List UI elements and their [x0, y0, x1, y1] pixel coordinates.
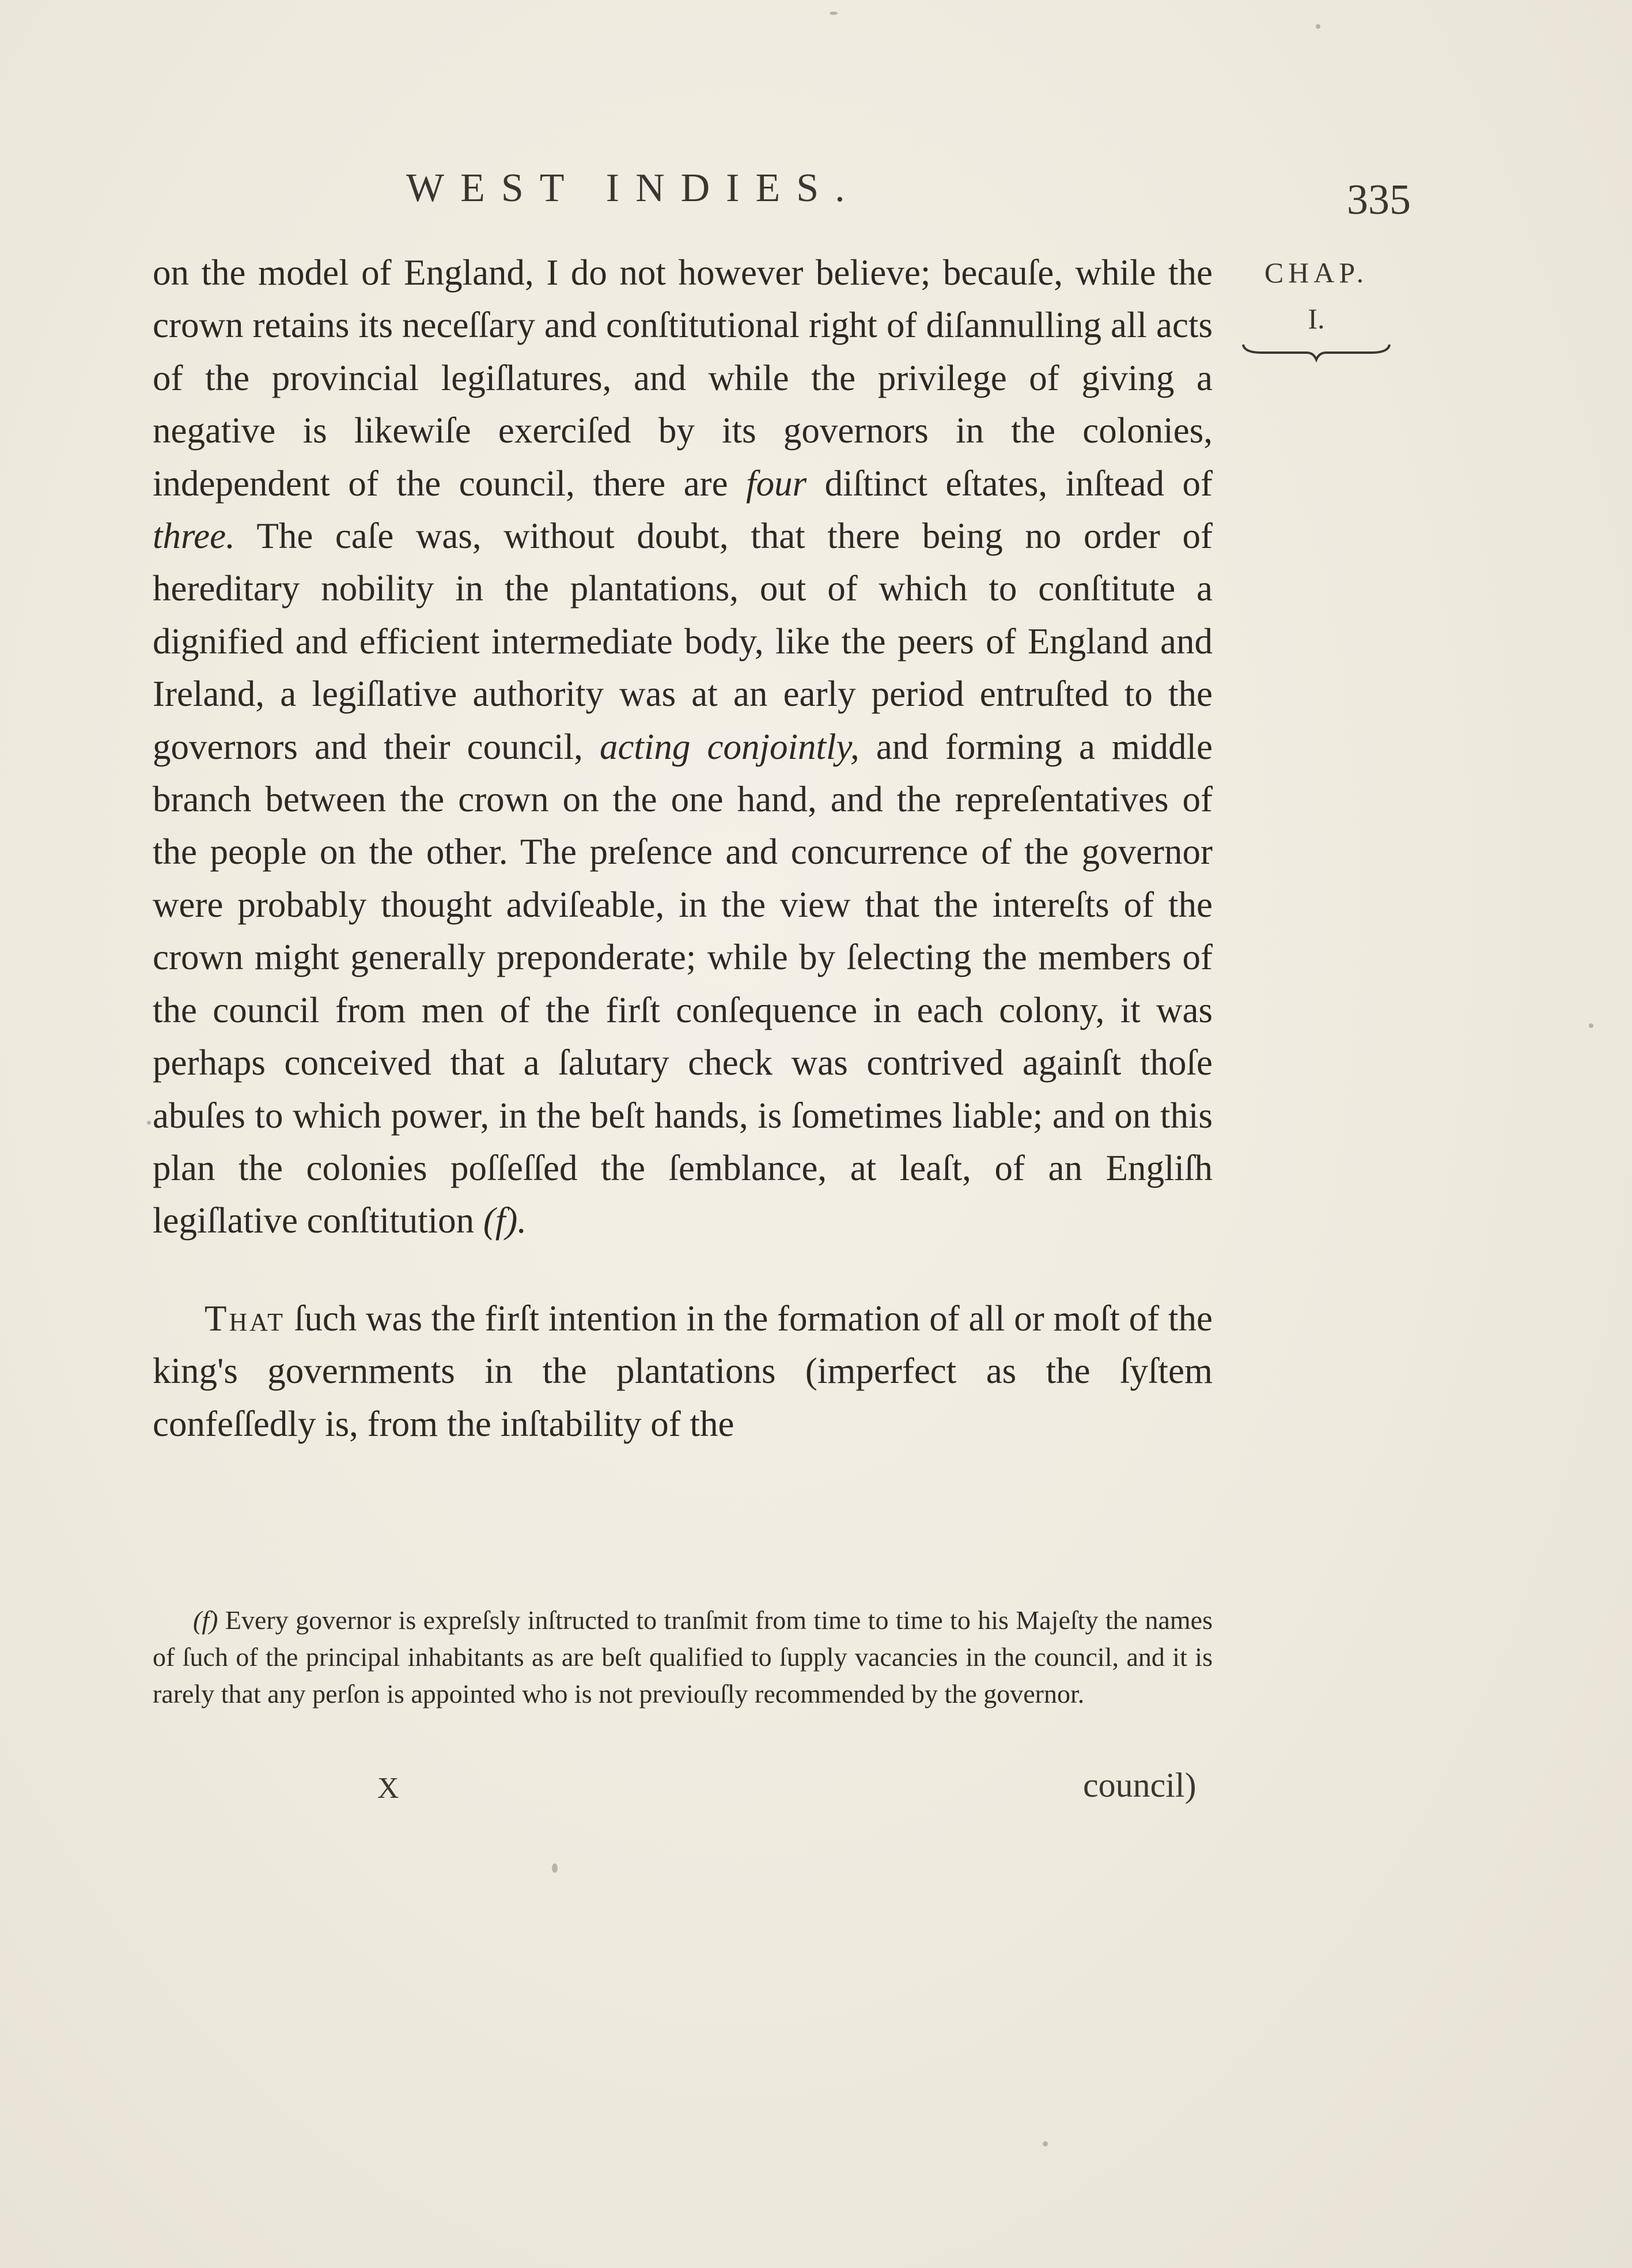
- chapter-number: I.: [1308, 303, 1325, 335]
- catchword: council): [1083, 1766, 1196, 1804]
- text-run: on the model of England, I do not however believe; becauſe, while the crown retains its neceſſary and conſtitutional right of diſannulling all acts of the provincial legiſlatures, and while the privilege of giving a negative is likewiſe exerciſed by its governors in the colonies, independent of the council, there are: [153, 252, 1213, 504]
- chapter-brace-icon: [1239, 340, 1394, 363]
- page-number: 335: [1347, 176, 1411, 224]
- paragraph-1: [153, 247, 1213, 1248]
- text-run: The caſe was, without doubt, that there being no order of hereditary nobility in the plantations, out of which to conſtitute a dignified and efficient intermediate body, like the peers of England and Ireland, a legiſlative authority was at an early period entruſted to the governors and their council,: [153, 516, 1213, 767]
- footnote-reference: (f).: [483, 1200, 527, 1241]
- paragraph-2: [153, 1292, 1213, 1450]
- italic-run: four: [746, 463, 807, 504]
- small-caps-run: That: [205, 1298, 286, 1339]
- italic-run: acting conjointly,: [599, 726, 859, 767]
- paper-speck: [830, 12, 838, 15]
- running-head: WEST INDIES.: [406, 166, 861, 210]
- paper-speck: [1043, 2141, 1048, 2146]
- footnote-marker: (f): [193, 1605, 218, 1635]
- paper-speck: [1316, 24, 1320, 29]
- italic-run: three.: [153, 516, 235, 557]
- footnote-text: Every governor is expreſsly inſtructed to tranſmit from time to time to his Majeſty the names of ſuch of the principal inhabitants as are beſt qualified to ſupply vacancies in the council, and it is rarely that any perſon is appointed who is not previouſly recommended by the governor.: [153, 1605, 1213, 1708]
- chapter-label: CHAP.: [1264, 256, 1369, 289]
- signature-mark: X: [377, 1772, 399, 1805]
- main-text: [153, 247, 1213, 1450]
- paper-speck: [1589, 1023, 1593, 1028]
- paper-speck: [147, 1121, 151, 1125]
- text-run: ſuch was the firſt intention in the formation of all or moſt of the king's governments in the plantations (imperfect as the ſyſtem confeſſedly is, from the inſtability of the: [153, 1298, 1213, 1444]
- paper-speck: [552, 1863, 558, 1873]
- text-run: diſtinct eſtates, inſtead of: [806, 463, 1213, 504]
- text-run: and forming a middle branch between the crown on the one hand, and the repreſentatives of the people on the other. The preſence and concurrence of the governor were probably thought adviſeable, in the view that the intereſts of the crown might generally preponderate; while by ſelecting the members of the council from men of the firſt conſequence in each colony, it was perhaps conceived that a ſalutary check was contrived againſt thoſe abuſes to which power, in the beſt hands, is ſometimes liable; and on this plan the colonies poſſeſſed the ſemblance, at leaſt, of an Engliſh legiſlative conſtitution: [153, 726, 1213, 1241]
- chapter-margin-note: [1239, 258, 1394, 333]
- footnote: [153, 1602, 1213, 1713]
